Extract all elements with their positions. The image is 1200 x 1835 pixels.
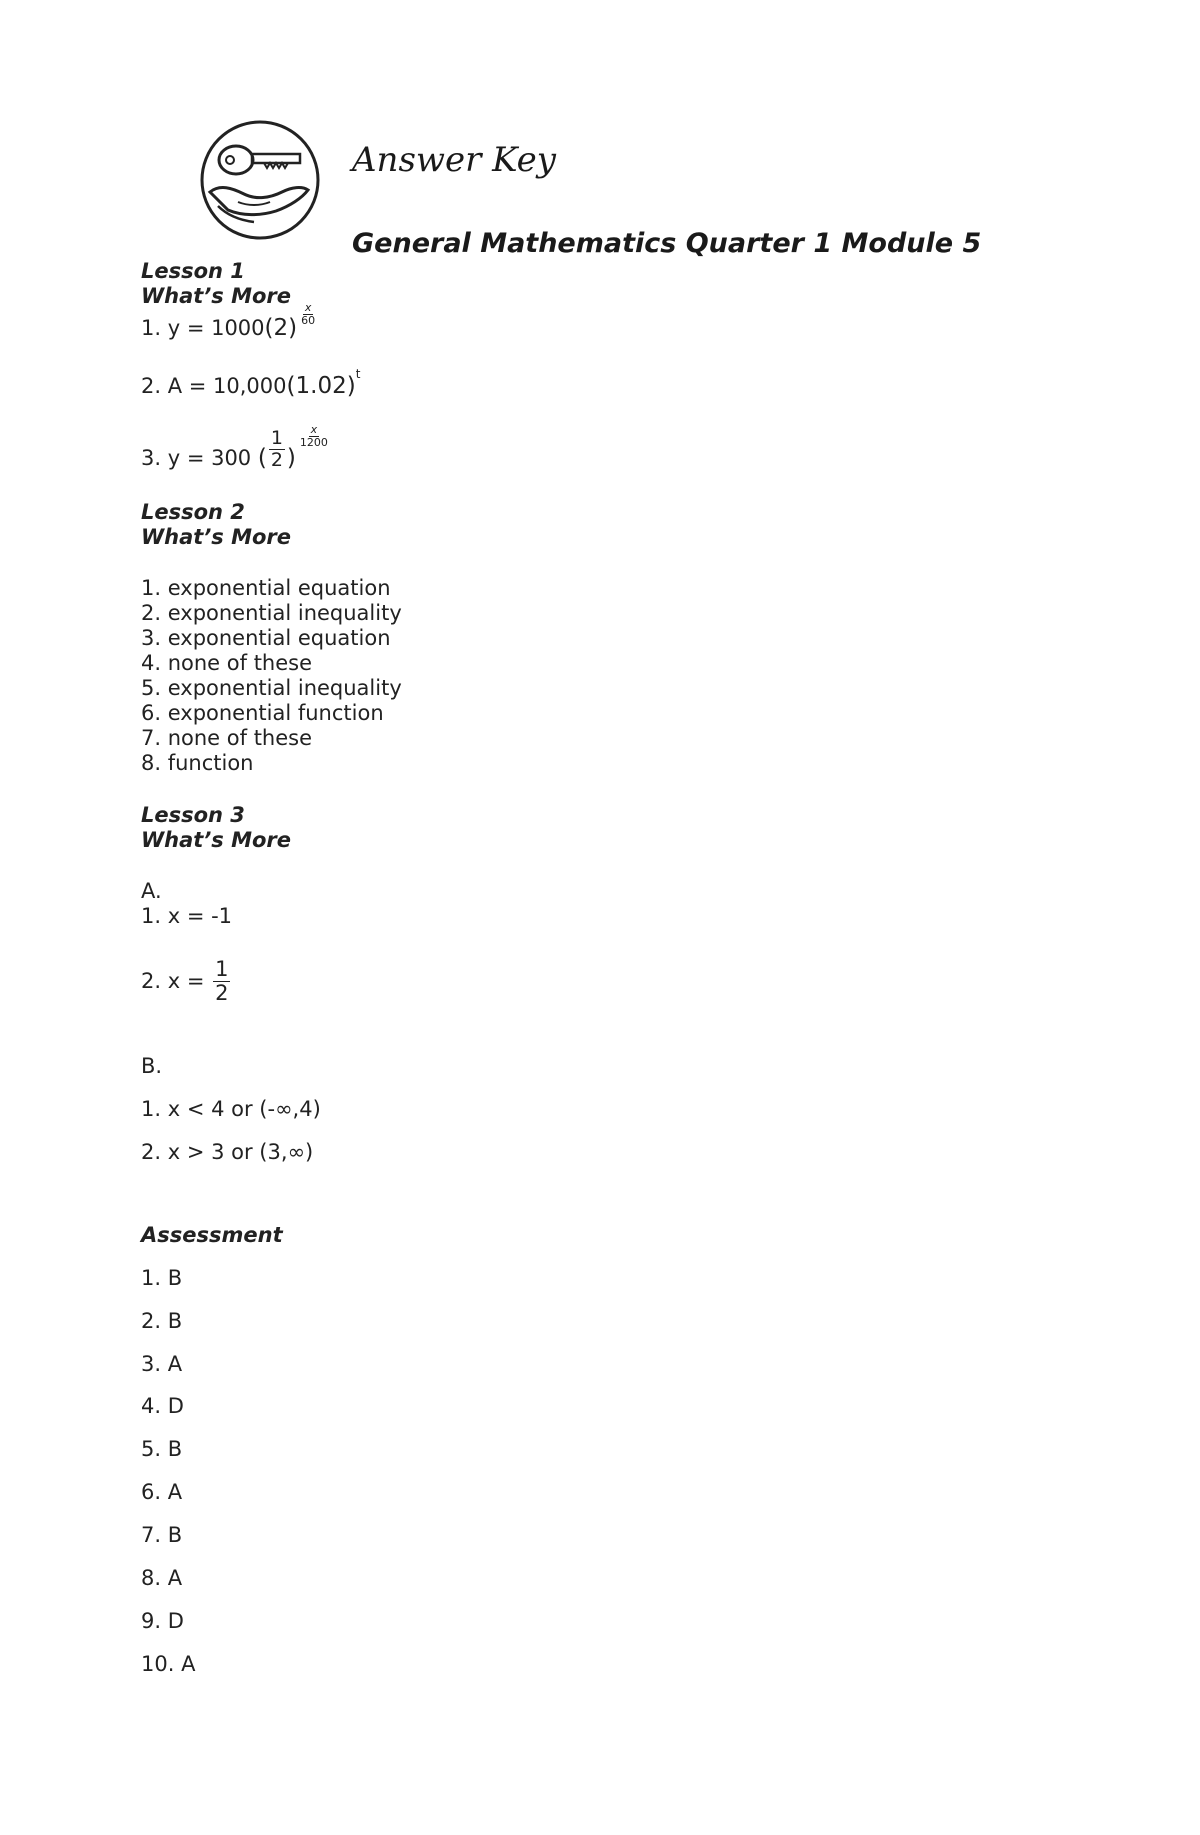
part-b-answer-1: 1. x < 4 or (-∞,4) [141,1097,321,1121]
part-a-answer-1: 1. x = -1 [141,904,233,928]
a2-frac-den: 2 [215,981,229,1006]
list-item: 8. function [141,751,254,775]
part-b-answer-2: 2. x > 3 or (3,∞) [141,1140,314,1164]
eq3-exp-den: 1200 [299,435,328,449]
eq3-exponent [298,424,330,449]
assessment-answer: 4. D [141,1394,184,1418]
part-a-answer-2 [141,958,232,1005]
assessment-answer: 6. A [141,1480,183,1504]
lesson3-subheading: What’s More [141,828,292,852]
list-item: 4. none of these [141,651,313,675]
list-item: 1. exponential equation [141,576,391,600]
lesson1-equation-2: 2. A = 10,000 ( 1.02 ) $^t$ [141,374,360,399]
assessment-answer: 10. A [141,1652,196,1676]
module-subtitle: General Mathematics Quarter 1 Module 5 [352,228,982,259]
key-in-hand-icon [198,118,322,242]
eq2-prefix: 2. A = 10,000 [141,374,287,398]
list-item: 5. exponential inequality [141,676,402,700]
assessment-answer: 7. B [141,1523,183,1547]
part-a-label: A. [141,879,162,903]
part-b-label: B. [141,1054,163,1078]
lesson3-heading: Lesson 3 [141,803,245,827]
a2-prefix: 2. x = [141,969,212,994]
lesson1-equation-1: 1. y = 1000 ( 2 ) $\frac{x}{60}$ [141,301,316,342]
assessment-answer: 3. A [141,1352,183,1376]
eq1-exponent [299,302,317,327]
assessment-answer: 9. D [141,1609,184,1633]
assessment-heading: Assessment [141,1223,283,1247]
eq3-frac-num: 1 [270,427,283,449]
a2-frac-num: 1 [215,957,229,981]
eq3-frac-den: 2 [270,448,283,471]
eq1-prefix: 1. y = 1000 [141,316,265,341]
assessment-answer: 1. B [141,1266,183,1290]
answer-key-logo [198,118,322,242]
list-item: 6. exponential function [141,701,384,725]
eq1-exp-den: 60 [301,314,316,328]
lesson2-heading: Lesson 2 [141,500,245,524]
eq2-exponent: t [355,367,361,381]
eq3-prefix: 3. y = 300 [141,445,258,470]
list-item: 2. exponential inequality [141,601,402,625]
page-title: Answer Key [352,140,556,180]
assessment-answer: 5. B [141,1437,183,1461]
eq1-exp-num: x [304,301,312,314]
a2-fraction [213,958,230,1005]
lesson1-subheading: What’s More [141,284,292,308]
lesson2-answer-list [141,576,402,776]
lesson1-equation-3: 3. y = 300 ( $\frac{1}{2}$ ) $\frac{x}{1200}$ [141,422,328,471]
lesson2-subheading: What’s More [141,525,292,549]
list-item: 3. exponential equation [141,626,391,650]
assessment-answer: 8. A [141,1566,183,1590]
lesson1-heading: Lesson 1 [141,259,245,283]
assessment-answer: 2. B [141,1309,183,1333]
eq3-exp-num: x [310,422,318,436]
list-item: 7. none of these [141,726,313,750]
eq2-base: 1.02 [295,373,347,399]
eq1-base: 2 [273,315,289,342]
eq3-fraction [269,428,285,471]
